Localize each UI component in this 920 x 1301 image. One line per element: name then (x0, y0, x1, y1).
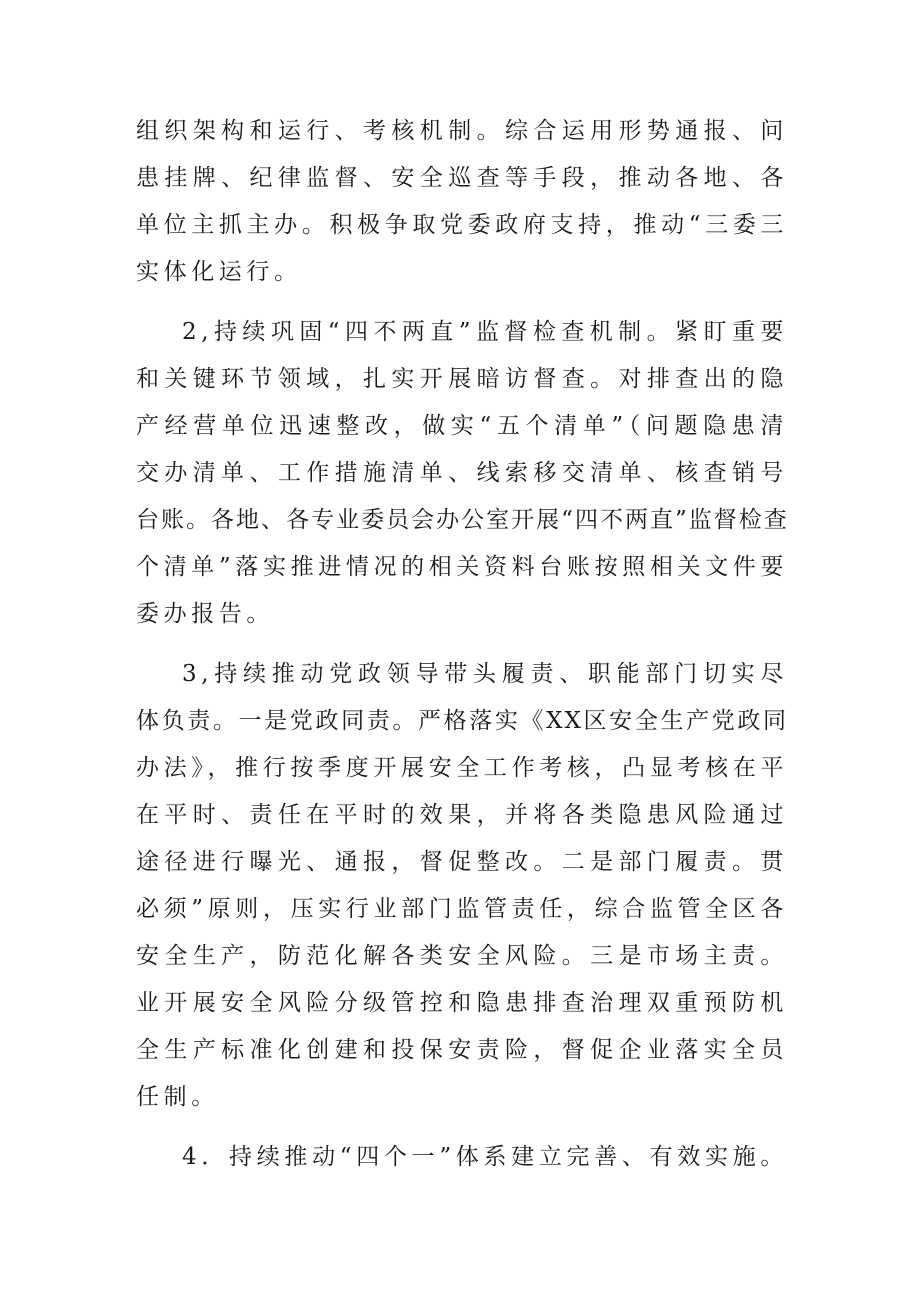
paragraph-2 (136, 309, 788, 638)
text-line: 台账。各地、各专业委员会办公室开展“四不两直”监督检查 (136, 507, 788, 533)
paragraph-gap (136, 1121, 788, 1134)
text-line: 患挂牌、纪律监督、安全巡查等手段，推动各地、各 (136, 165, 788, 191)
text-line: 交办清单、工作措施清单、线索移交清单、核查销号 (136, 460, 788, 486)
text-line: 委办报告。 (136, 601, 274, 627)
text-line: 必须”原则，压实行业部门监管责任，综合监管全区各 (136, 896, 788, 922)
text-line: 在平时、责任在平时的效果，并将各类隐患风险通过 (136, 802, 788, 828)
text-line: 体负责。一是党政同责。严格落实《XX区安全生产党政同 (136, 708, 788, 734)
document-body (136, 108, 788, 1181)
text-line: 业开展安全风险分级管控和隐患排查治理双重预防机 (136, 990, 788, 1016)
text-line: 途径进行曝光、通报，督促整改。二是部门履责。贯 (136, 849, 788, 875)
text-line: 单位主抓主办。积极争取党委政府支持，推动“三委三 (136, 212, 788, 238)
text-line: 实体化运行。 (136, 259, 302, 285)
paragraph-1 (136, 108, 788, 296)
text-line: 3,持续推动党政领导带头履责、职能部门切实尽 (182, 661, 788, 687)
paragraph-4 (136, 1134, 788, 1181)
text-line: 4．持续推动“四个一”体系建立完善、有效实施。 (182, 1144, 788, 1170)
text-line: 2,持续巩固“四不两直”监督检查机制。紧盯重要 (182, 319, 788, 345)
text-line: 组织架构和运行、考核机制。综合运用形势通报、问 (136, 118, 788, 144)
text-line: 个清单”落实推进情况的相关资料台账按照相关文件要 (136, 554, 788, 580)
paragraph-3 (136, 651, 788, 1121)
text-line: 产经营单位迅速整改，做实“五个清单”（问题隐患清 (136, 413, 788, 439)
text-line: 和关键环节领域，扎实开展暗访督查。对排查出的隐 (136, 366, 788, 392)
text-line: 全生产标准化创建和投保安责险，督促企业落实全员 (136, 1037, 788, 1063)
paragraph-gap (136, 638, 788, 651)
text-line: 办法》，推行按季度开展安全工作考核，凸显考核在平 (136, 755, 788, 781)
text-line: 任制。 (136, 1084, 219, 1110)
text-line: 安全生产，防范化解各类安全风险。三是市场主责。 (136, 943, 788, 969)
paragraph-gap (136, 296, 788, 309)
